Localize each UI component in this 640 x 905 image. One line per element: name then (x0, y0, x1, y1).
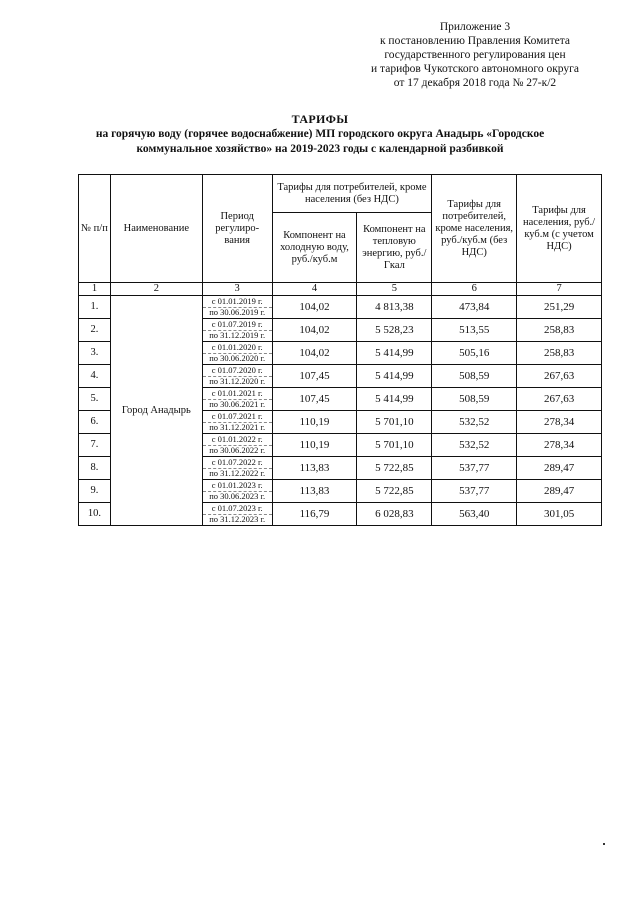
period-from: с 01.07.2023 г. (203, 504, 272, 515)
heat-value: 5 414,99 (357, 388, 432, 411)
consumer-value: 473,84 (432, 296, 517, 319)
row-number: 5. (79, 388, 111, 411)
appendix-header (360, 20, 590, 90)
header-consumers: Тарифы для потребителей, кроме населения, руб./куб.м (без НДС) (432, 175, 517, 283)
appendix-line: к постановлению Правления Комитета (379, 35, 571, 47)
period-cell (202, 342, 272, 365)
cold-value: 113,83 (272, 480, 357, 503)
tariff-table (78, 174, 602, 526)
population-value: 258,83 (517, 342, 602, 365)
title-main: ТАРИФЫ (291, 112, 349, 126)
cold-value: 107,45 (272, 365, 357, 388)
title-line: на горячую воду (горячее водоснабжение) МП городского округа Анадырь «Городское (95, 128, 545, 140)
population-value: 289,47 (517, 480, 602, 503)
heat-value: 5 722,85 (357, 480, 432, 503)
consumer-value: 508,59 (432, 365, 517, 388)
column-number: 6 (432, 283, 517, 296)
header-name: Наименование (110, 175, 202, 283)
period-to: по 31.12.2022 г. (209, 467, 266, 478)
period-cell (202, 319, 272, 342)
period-from: с 01.01.2019 г. (203, 297, 272, 308)
period-from: с 01.01.2022 г. (203, 435, 272, 446)
period-to: по 31.12.2023 г. (209, 513, 266, 524)
heat-value: 5 414,99 (357, 365, 432, 388)
table-row (79, 296, 602, 319)
column-number: 2 (110, 283, 202, 296)
consumer-value: 537,77 (432, 457, 517, 480)
cold-value: 104,02 (272, 296, 357, 319)
row-number: 2. (79, 319, 111, 342)
column-number: 1 (79, 283, 111, 296)
period-from: с 01.01.2021 г. (203, 389, 272, 400)
cold-value: 116,79 (272, 503, 357, 526)
population-value: 278,34 (517, 411, 602, 434)
period-cell (202, 503, 272, 526)
heat-value: 6 028,83 (357, 503, 432, 526)
period-to: по 31.12.2019 г. (209, 329, 266, 340)
header-population: Тарифы для населения, руб./куб.м (с учетом НДС) (517, 175, 602, 283)
population-value: 289,47 (517, 457, 602, 480)
cold-value: 104,02 (272, 319, 357, 342)
period-from: с 01.07.2021 г. (203, 412, 272, 423)
consumer-value: 532,52 (432, 434, 517, 457)
population-value: 251,29 (517, 296, 602, 319)
appendix-line: и тарифов Чукотского автономного округа (371, 63, 579, 75)
column-number: 5 (357, 283, 432, 296)
period-from: с 01.07.2022 г. (203, 458, 272, 469)
heat-value: 5 528,23 (357, 319, 432, 342)
heat-value: 5 414,99 (357, 342, 432, 365)
consumer-value: 563,40 (432, 503, 517, 526)
period-cell (202, 365, 272, 388)
row-number: 3. (79, 342, 111, 365)
period-cell (202, 480, 272, 503)
row-number: 8. (79, 457, 111, 480)
appendix-line: Приложение 3 (439, 21, 511, 33)
header-group: Тарифы для потребителей, кроме населения (без НДС) (272, 175, 432, 213)
row-number: 4. (79, 365, 111, 388)
cold-value: 113,83 (272, 457, 357, 480)
period-from: с 01.01.2020 г. (203, 343, 272, 354)
row-number: 10. (79, 503, 111, 526)
period-to: по 30.06.2020 г. (209, 352, 266, 363)
title-line: коммунальное хозяйство» на 2019-2023 годы с календарной разбивкой (136, 143, 504, 155)
period-to: по 31.12.2020 г. (209, 375, 266, 386)
cold-value: 110,19 (272, 411, 357, 434)
consumer-value: 508,59 (432, 388, 517, 411)
period-from: с 01.07.2020 г. (203, 366, 272, 377)
period-to: по 30.06.2022 г. (209, 444, 266, 455)
period-cell (202, 434, 272, 457)
population-value: 267,63 (517, 365, 602, 388)
column-number: 7 (517, 283, 602, 296)
period-cell (202, 296, 272, 319)
row-number: 1. (79, 296, 111, 319)
row-number: 9. (79, 480, 111, 503)
period-to: по 31.12.2021 г. (209, 421, 266, 432)
cold-value: 104,02 (272, 342, 357, 365)
period-to: по 30.06.2023 г. (209, 490, 266, 501)
population-value: 258,83 (517, 319, 602, 342)
period-cell (202, 457, 272, 480)
period-to: по 30.06.2019 г. (209, 306, 266, 317)
column-number: 3 (202, 283, 272, 296)
row-number: 6. (79, 411, 111, 434)
header-heat: Компонент на тепловую энергию, руб./Гкал (357, 213, 432, 283)
heat-value: 5 701,10 (357, 434, 432, 457)
column-number: 4 (272, 283, 357, 296)
locality-name: Город Анадырь (110, 296, 202, 526)
scan-speck (603, 843, 605, 845)
cold-value: 110,19 (272, 434, 357, 457)
period-cell (202, 411, 272, 434)
cold-value: 107,45 (272, 388, 357, 411)
consumer-value: 537,77 (432, 480, 517, 503)
population-value: 278,34 (517, 434, 602, 457)
header-cold: Компонент на холодную воду, руб./куб.м (272, 213, 357, 283)
header-num: № п/п (79, 175, 111, 283)
appendix-line: государственного регулирования цен (384, 49, 566, 61)
document-title (90, 112, 550, 157)
period-cell (202, 388, 272, 411)
appendix-line: от 17 декабря 2018 года № 27-к/2 (393, 77, 557, 89)
period-from: с 01.01.2023 г. (203, 481, 272, 492)
period-from: с 01.07.2019 г. (203, 320, 272, 331)
consumer-value: 505,16 (432, 342, 517, 365)
heat-value: 5 722,85 (357, 457, 432, 480)
consumer-value: 513,55 (432, 319, 517, 342)
heat-value: 5 701,10 (357, 411, 432, 434)
consumer-value: 532,52 (432, 411, 517, 434)
population-value: 267,63 (517, 388, 602, 411)
row-number: 7. (79, 434, 111, 457)
period-to: по 30.06.2021 г. (209, 398, 266, 409)
heat-value: 4 813,38 (357, 296, 432, 319)
header-period: Период регулиро-вания (202, 175, 272, 283)
population-value: 301,05 (517, 503, 602, 526)
